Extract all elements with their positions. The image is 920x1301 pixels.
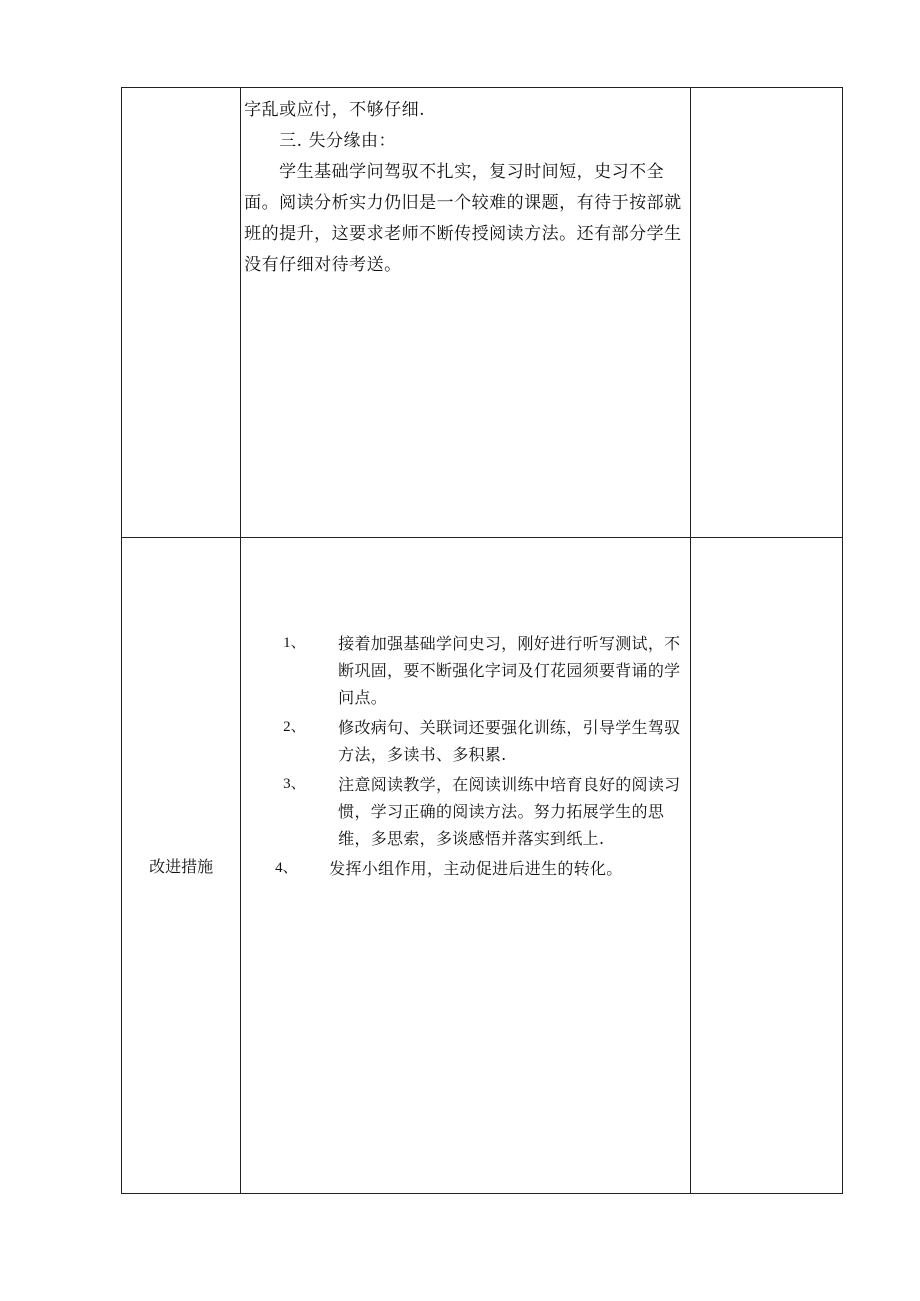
label-cell-empty (122, 88, 241, 538)
note-cell-empty (690, 538, 842, 1194)
table-row-loss-reasons (122, 88, 843, 538)
list-item-number: 4、 (275, 860, 298, 877)
list-item-text: 发挥小组作用，主动促进后进生的转化。 (329, 859, 623, 879)
content-cell-improvement (241, 538, 691, 1194)
report-table (121, 87, 843, 1194)
loss-reason-paragraph: 学生基础学问驾驭不扎实，复习时间短，史习不全面。阅读分析实力仍旧是一个较难的课题，有待于按部就班的提升，这要求老师不断传授阅读方法。还有部分学生没有仔细对待考送。 (244, 162, 682, 275)
label-cell-improvement (122, 538, 241, 1194)
improvement-list (241, 630, 690, 885)
table-row-improvement (122, 538, 843, 1194)
list-item (241, 855, 690, 882)
content-cell-loss-reasons (241, 88, 691, 538)
continued-text: 字乱或应付，不够仔细. (244, 100, 426, 120)
improvement-label: 改进措施 (149, 857, 214, 877)
list-item-text: 接着加强基础学问史习，刚好进行听写测试，不断巩固，要不断强化字词及仃花园须要背诵的学问点。 (338, 634, 681, 708)
section-heading: 三. 失分缘由： (279, 131, 396, 151)
list-item-text: 注意阅读教学，在阅读训练中培育良好的阅读习惯，学习正确的阅读方法。努力拓展学生的思维，多思索，多谈感悟并落实到纸上. (338, 775, 681, 849)
list-item-number: 2、 (283, 719, 306, 736)
note-cell-empty (690, 88, 842, 538)
list-item-number: 3、 (283, 776, 306, 793)
list-item-number: 1、 (283, 635, 306, 652)
list-item (241, 771, 690, 852)
list-item-text: 修改病句、关联词还要强化训练，引导学生驾驭方法，多读书、多积累. (338, 718, 681, 765)
list-item (241, 630, 690, 711)
list-item (241, 714, 690, 768)
